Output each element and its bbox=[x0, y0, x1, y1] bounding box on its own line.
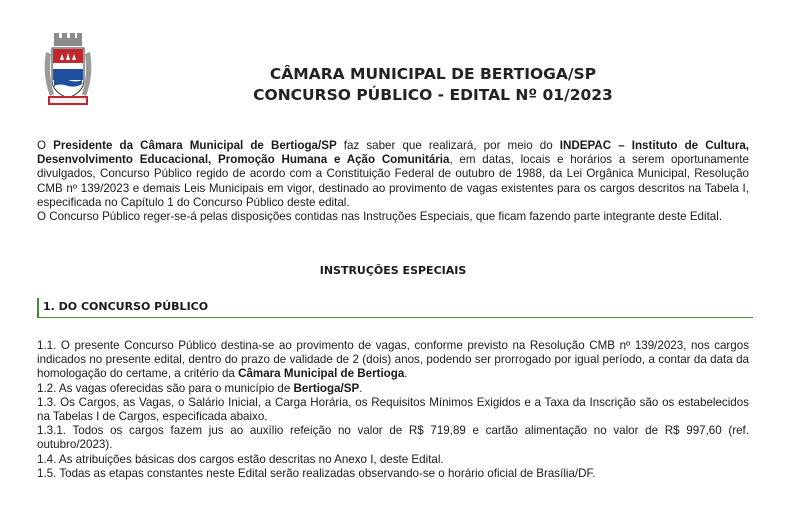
text-run: , em datas, locais e horários a serem oportunamente divulgados, Concurso Público regido de acordo com a Constituição Federal de outubro de 1988, da Lei Orgânica Municipal, Resolução CMB nº 139/2023 e demais Leis Municipais em vigor, destinado ao provimento de vagas existentes para os cargos descritos na Tabela I, especificada no Capítulo 1 do Concurso Público deste edital. bbox=[37, 153, 749, 209]
section-items bbox=[37, 339, 749, 481]
title-line-1: CÂMARA MUNICIPAL DE BERTIOGA/SP bbox=[269, 65, 597, 83]
section-item bbox=[37, 339, 749, 382]
text-run: 1.3. Os Cargos, as Vagas, o Salário Inicial, a Carga Horária, os Requisitos Mínimos Exigidos e a Taxa da Inscrição são os estabelecidos na Tabelas I de Cargos, especificada abaixo. bbox=[37, 395, 749, 424]
crown-icon bbox=[54, 33, 82, 46]
intro-paragraph-1 bbox=[37, 139, 749, 210]
bold-text: Bertioga/SP bbox=[293, 381, 360, 395]
section-item bbox=[37, 396, 749, 424]
section-item bbox=[37, 453, 749, 467]
text-run: 1.3.1. Todos os cargos fazem jus ao auxílio refeição no valor de R$ 719,89 e cartão alimentação no valor de R$ 997,60 (ref. outubro/2023). bbox=[37, 424, 749, 452]
intro-text bbox=[37, 139, 749, 224]
text-run: 1.5. Todas as etapas constantes neste Edital serão realizadas observando-se o horário oficial de Brasília/DF. bbox=[37, 466, 596, 480]
municipal-crest-logo bbox=[40, 30, 96, 110]
title-line-2: CONCURSO PÚBLICO - EDITAL Nº 01/2023 bbox=[253, 86, 613, 104]
section-title: 1. DO CONCURSO PÚBLICO bbox=[43, 300, 209, 313]
text-run: 1.2. As vagas oferecidas são para o município de bbox=[37, 381, 294, 395]
section-header bbox=[37, 298, 753, 318]
text-run: 1.1. O presente Concurso Público destina-se ao provimento de vagas, conforme previsto na Resolução CMB nº 139/2023, nos cargos indicados no presente edital, dentro do prazo de validade de 2 (dois) anos, podendo ser prorrogado por igual período, a contar da data da homologação do certame, a critério da bbox=[37, 339, 749, 381]
intro-paragraph-2: O Concurso Público reger-se-á pelas disposições contidas nas Instruções Especiais, que ficam fazendo parte integrante deste Edital. bbox=[37, 210, 723, 224]
text-run: . bbox=[359, 381, 363, 395]
instructions-heading: INSTRUÇÕES ESPECIAIS bbox=[319, 264, 467, 277]
section-item bbox=[37, 424, 749, 452]
bold-text: INDEPAC – Instituto de Cultura, Desenvolvimento Educacional, Promoção Humana e Ação Comunitária bbox=[37, 139, 749, 167]
bold-text: Presidente da Câmara Municipal de Bertioga/SP bbox=[53, 139, 337, 152]
text-run: 1.4. As atribuições básicas dos cargos estão descritas no Anexo I, deste Edital. bbox=[37, 452, 444, 466]
text-run: . bbox=[404, 367, 408, 381]
section-item bbox=[37, 467, 749, 481]
bold-text: Câmara Municipal de Bertioga bbox=[238, 367, 405, 381]
text-run: faz saber que realizará, por meio do bbox=[336, 139, 560, 152]
document-title bbox=[130, 64, 736, 106]
text-run: O bbox=[37, 139, 54, 152]
section-item bbox=[37, 382, 749, 396]
